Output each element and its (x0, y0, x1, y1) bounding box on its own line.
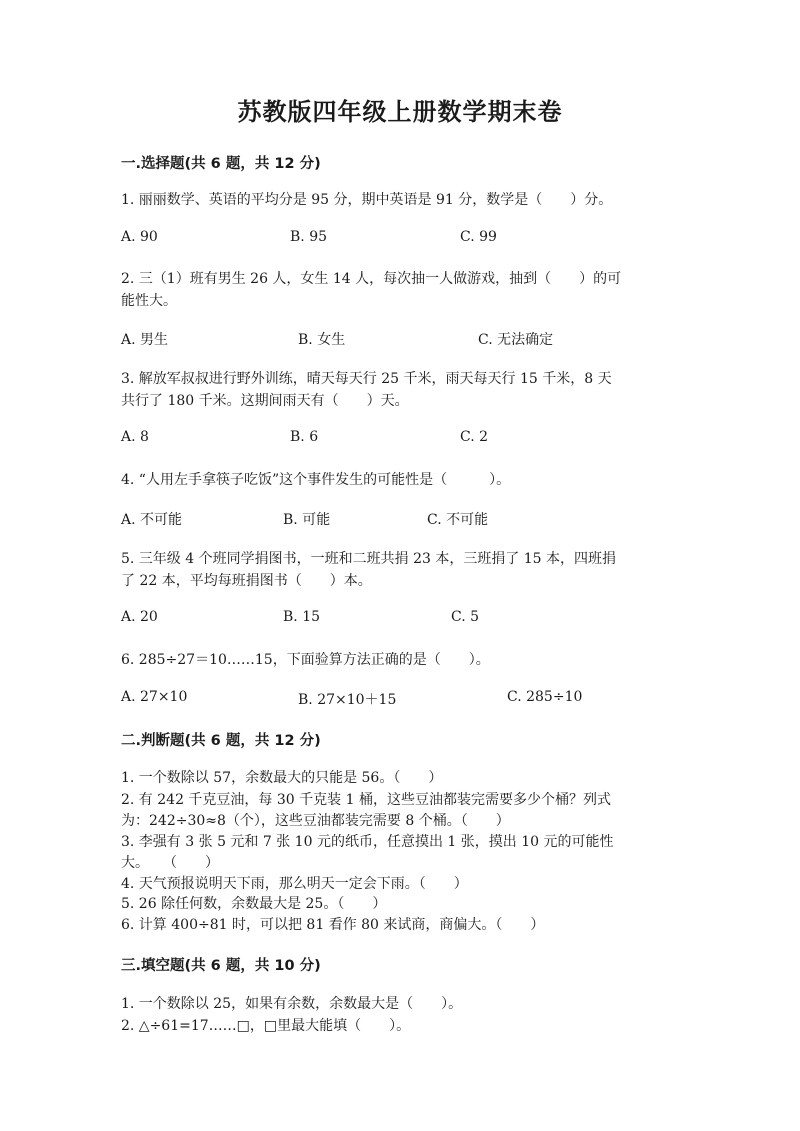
question-5-text-line-2: 了 22 本，平均每班捐图书（ ）本。 (121, 573, 372, 589)
fill-blank-line-1: 1. 一个数除以 25，如果有余数，余数最大是（ ）。 (121, 996, 463, 1012)
page-title: 苏教版四年级上册数学期末卷 (237, 98, 563, 126)
question-4-option-a: A. 不可能 (121, 512, 183, 528)
question-3-option-b: B. 6 (290, 429, 319, 445)
question-5-option-b: B. 15 (283, 609, 321, 625)
question-4-text: 4. “人用左手拿筷子吃饭”这个事件发生的可能性是（ ）。 (121, 472, 511, 488)
question-2-option-c: C. 无法确定 (478, 332, 554, 348)
judgement-line-1: 1. 一个数除以 57，余数最大的只能是 56。（ ） (121, 770, 443, 786)
judgement-line-7: 5. 26 除任何数，余数最大是 25。（ ） (121, 896, 387, 912)
question-3-text-line-1: 3. 解放军叔叔进行野外训练，晴天每天行 25 千米，雨天每天行 15 千米，8 天 (121, 371, 612, 387)
judgement-line-2: 2. 有 242 千克豆油，每 30 千克装 1 桶，这些豆油都装完需要多少个桶？列式 (121, 792, 611, 808)
question-5-text-line-1: 5. 三年级 4 个班同学捐图书，一班和二班共捐 23 本，三班捐了 15 本，四班捐 (121, 551, 617, 567)
judgement-line-4: 3. 李强有 3 张 5 元和 7 张 10 元的纸币，任意摸出 1 张，摸出 10 元的可能性 (121, 834, 614, 850)
judgement-line-8: 6. 计算 400÷81 时，可以把 81 看作 80 来试商，商偏大。（ ） (121, 917, 545, 933)
question-1-text: 1. 丽丽数学、英语的平均分是 95 分，期中英语是 91 分，数学是（ ）分。 (121, 192, 613, 208)
question-2-text-line-1: 2. 三（1）班有男生 26 人，女生 14 人，每次抽一人做游戏，抽到（ ）的可 (121, 271, 622, 287)
question-6-text: 6. 285÷27＝10……15，下面验算方法正确的是（ ）。 (121, 652, 490, 668)
question-5-option-c: C. 5 (451, 609, 480, 625)
question-2-option-b: B. 女生 (298, 332, 346, 348)
question-2-text-line-2: 能性大。 (121, 293, 177, 309)
judgement-line-6: 4. 天气预报说明天下雨，那么明天一定会下雨。（ ） (121, 876, 468, 892)
question-2-option-a: A. 男生 (121, 332, 169, 348)
judgement-line-3: 为：242÷30≈8（个），这些豆油都装完需要 8 个桶。（ ） (121, 813, 510, 829)
question-6-option-b: B. 27×10＋15 (298, 692, 397, 708)
question-1-option-c: C. 99 (460, 229, 497, 245)
question-1-option-a: A. 90 (121, 229, 158, 245)
section-heading-fill-blank: 三.填空题(共 6 题，共 10 分) (121, 958, 321, 974)
section-heading-choice: 一.选择题(共 6 题，共 12 分) (121, 156, 321, 172)
fill-blank-line-2: 2. △÷61=17……□，□里最大能填（ ）。 (121, 1018, 411, 1034)
question-6-option-c: C. 285÷10 (507, 689, 583, 705)
question-4-option-c: C. 不可能 (427, 512, 489, 528)
question-5-option-a: A. 20 (121, 609, 158, 625)
question-4-option-b: B. 可能 (283, 512, 331, 528)
question-1-option-b: B. 95 (290, 229, 328, 245)
question-6-option-a: A. 27×10 (121, 689, 188, 705)
question-3-option-a: A. 8 (121, 429, 149, 445)
question-3-text-line-2: 共行了 180 千米。这期间雨天有（ ）天。 (121, 393, 409, 409)
judgement-line-5: 大。 （ ） (121, 855, 219, 871)
section-heading-judgement: 二.判断题(共 6 题，共 12 分) (121, 733, 321, 749)
question-3-option-c: C. 2 (460, 429, 489, 445)
